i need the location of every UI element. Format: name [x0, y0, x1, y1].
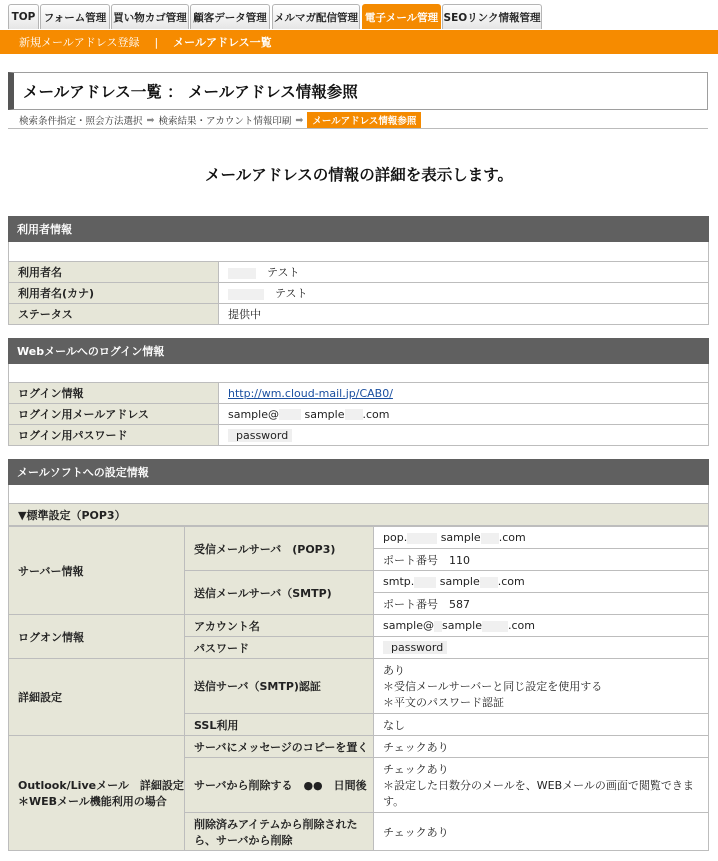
copy-on-server-value: チェックあり [374, 736, 709, 758]
delete-value-line: チェックあり [383, 763, 449, 776]
table-row [9, 425, 709, 446]
section-spacer [8, 242, 709, 262]
account-name-label: アカウント名 [185, 615, 374, 637]
arrow-right-icon: ➡ [295, 114, 304, 126]
password-text: password [228, 429, 292, 442]
tab-top[interactable]: TOP [8, 4, 39, 29]
outgoing-port-value: ポート番号 587 [374, 593, 709, 615]
host-prefix: smtp. [383, 575, 415, 588]
outgoing-server-label: 送信メールサーバ（SMTP) [185, 571, 374, 615]
page-title: メールアドレス一覧 ： メールアドレス情報参照 [8, 72, 708, 110]
mail-settings-table [8, 526, 709, 851]
subnav-new-address[interactable]: 新規メールアドレス登録 [19, 36, 140, 49]
host-prefix: pop. [383, 531, 408, 544]
account-prefix: sample@ [383, 619, 434, 632]
login-email-label: ログイン用メールアドレス [9, 404, 219, 425]
outgoing-host-value [374, 571, 709, 593]
user-name-label: 利用者名 [9, 262, 219, 283]
user-kana-value [219, 283, 709, 304]
user-name-text: テスト [267, 266, 300, 279]
detail-settings-group: 詳細設定 [9, 659, 185, 736]
login-password-value [219, 425, 709, 446]
table-row [9, 262, 709, 283]
password-label: パスワード [185, 637, 374, 659]
redacted-block [434, 621, 442, 632]
redacted-block [482, 621, 508, 632]
outlook-settings-group [9, 736, 185, 851]
table-row [9, 659, 709, 714]
host-suffix: .com [497, 575, 525, 588]
status-value: 提供中 [219, 304, 709, 325]
section-mailsoft-header: メールソフトへの設定情報 [8, 459, 709, 485]
table-row [9, 736, 709, 758]
status-label: ステータス [9, 304, 219, 325]
login-info-label: ログイン情報 [9, 383, 219, 404]
tab-cart-management[interactable]: 買い物カゴ管理 [111, 4, 189, 29]
pop3-subsection-title: ▼標準設定（POP3） [8, 503, 709, 526]
user-name-value [219, 262, 709, 283]
redacted-block [228, 289, 264, 300]
delete-after-days-value [374, 758, 709, 813]
redacted-block [279, 409, 301, 420]
tab-email-management[interactable]: 電子メール管理 [362, 4, 441, 29]
password-text: password [383, 641, 447, 654]
outlook-group-title: Outlook/Liveメール 詳細設定 [18, 779, 184, 792]
smtp-auth-value [374, 659, 709, 714]
table-row [9, 615, 709, 637]
smtp-auth-line: ＊平文のパスワード認証 [383, 696, 504, 709]
logon-info-group: ログオン情報 [9, 615, 185, 659]
arrow-right-icon: ➡ [146, 114, 155, 126]
email-domain: sample [304, 407, 345, 421]
host-domain: sample [440, 531, 481, 544]
sub-navigation [0, 30, 718, 54]
breadcrumb-step-search[interactable]: 検索条件指定・照会方法選択 [19, 116, 143, 127]
login-email-value [219, 404, 709, 425]
deleted-items-value: チェックあり [374, 813, 709, 851]
tab-mail-magazine[interactable]: メルマガ配信管理 [272, 4, 360, 29]
tab-form-management[interactable]: フォーム管理 [40, 4, 110, 29]
tab-customer-data[interactable]: 顧客データ管理 [190, 4, 270, 29]
table-row [9, 404, 709, 425]
email-prefix: sample@ [228, 407, 279, 421]
table-row [9, 383, 709, 404]
ssl-label: SSL利用 [185, 714, 374, 736]
password-value [374, 637, 709, 659]
account-suffix: .com [508, 619, 535, 632]
subnav-address-list[interactable]: メールアドレス一覧 [173, 36, 272, 49]
top-tab-bar [0, 0, 718, 30]
breadcrumb-step-results[interactable]: 検索結果・アカウント情報印刷 [158, 116, 292, 127]
table-row [9, 283, 709, 304]
table-row [9, 527, 709, 549]
table-row [9, 304, 709, 325]
incoming-port-value: ポート番号 110 [374, 549, 709, 571]
redacted-block [481, 533, 499, 544]
user-kana-label: 利用者名(カナ) [9, 283, 219, 304]
host-suffix: .com [498, 531, 526, 544]
delete-after-days-label: サーバから削除する ●● 日間後 [185, 758, 374, 813]
redacted-block [414, 577, 436, 588]
subnav-separator: | [154, 35, 159, 49]
webmail-info-table [8, 382, 709, 446]
incoming-host-value [374, 527, 709, 549]
login-info-value [219, 383, 709, 404]
account-name-value [374, 615, 709, 637]
breadcrumb [8, 112, 708, 129]
login-url-link[interactable]: http://wm.cloud-mail.jp/CAB0/ [228, 386, 393, 400]
section-user-info-header: 利用者情報 [8, 216, 709, 242]
account-domain: sample [442, 619, 482, 632]
delete-value-note: ＊設定した日数分のメールを、WEBメールの画面で閲覧できます。 [383, 779, 694, 808]
server-info-group: サーバー情報 [9, 527, 185, 615]
email-suffix: .com [362, 407, 390, 421]
copy-on-server-label: サーバにメッセージのコピーを置く [185, 736, 374, 758]
redacted-block [407, 533, 437, 544]
section-spacer [8, 364, 709, 384]
smtp-auth-line: あり [383, 664, 405, 677]
ssl-value: なし [374, 714, 709, 736]
incoming-server-label: 受信メールサーバ (POP3) [185, 527, 374, 571]
redacted-block [345, 409, 363, 420]
breadcrumb-step-current: メールアドレス情報参照 [307, 112, 421, 128]
host-domain: sample [439, 575, 480, 588]
tab-seo-link[interactable]: SEOリンク情報管理 [442, 4, 542, 29]
smtp-auth-label: 送信サーバ（SMTP)認証 [185, 659, 374, 714]
outlook-group-note: ＊WEBメール機能利用の場合 [18, 795, 167, 808]
smtp-auth-line: ＊受信メールサーバーと同じ設定を使用する [383, 680, 603, 693]
lead-text: メールアドレスの情報の詳細を表示します。 [205, 166, 513, 184]
section-spacer [8, 485, 709, 504]
section-webmail-header: Webメールへのログイン情報 [8, 338, 709, 364]
user-info-table [8, 261, 709, 325]
redacted-block [228, 268, 256, 279]
login-password-label: ログイン用パスワード [9, 425, 219, 446]
redacted-block [480, 577, 498, 588]
deleted-items-label: 削除済みアイテムから削除されたら、サーバから削除 [185, 813, 374, 851]
user-kana-text: テスト [275, 287, 308, 300]
